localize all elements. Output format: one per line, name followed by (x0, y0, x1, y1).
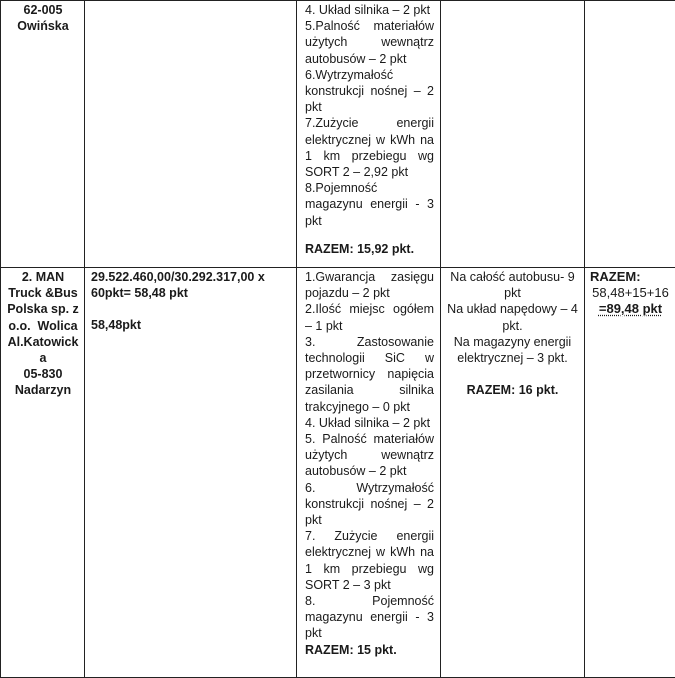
criteria-item: 8.Pojemność magazynu energii - 3 pkt (305, 180, 434, 229)
bidder-line: 05-830 (4, 366, 82, 382)
criteria-item: 3. Zastosowanie technologii SiC w przetwornicy napięcia zasilania silnika trakcyjnego – 0 pkt (305, 334, 434, 415)
bus-total: RAZEM: 16 pkt. (445, 382, 580, 398)
bidder-line: 62-005 (4, 2, 82, 18)
criteria-item: 7. Zużycie energii elektrycznej w kWh na 1 km przebiegu wg SORT 2 – 3 pkt (305, 528, 434, 593)
criteria-item: 2.Ilość miejsc ogółem – 1 pkt (305, 301, 434, 333)
criteria-cell (297, 1, 441, 268)
criteria-item: 1.Gwarancja zasięgu pojazdu – 2 pkt (305, 269, 434, 301)
bidder-line: 2. MAN (4, 269, 82, 285)
price-cell (85, 268, 297, 678)
bidder-line: a (4, 350, 82, 366)
bus-item: Na magazyny energii elektrycznej – 3 pkt. (445, 334, 580, 366)
criteria-item: 6.Wytrzymałość konstrukcji nośnej – 2 pkt (305, 67, 434, 116)
sum-cell (585, 1, 675, 268)
bidder-line: Truck &Bus (4, 285, 82, 301)
criteria-item: 4. Układ silnika – 2 pkt (305, 415, 434, 431)
sum-expression: 58,48+15+16 (590, 285, 671, 301)
bidder-line: Polska sp. z (4, 301, 82, 317)
criteria-cell (297, 268, 441, 678)
criteria-total: RAZEM: 15,92 pkt. (305, 241, 434, 257)
bidder-cell (1, 1, 85, 268)
criteria-item: 5. Palność materiałów użytych wewnątrz autobusów – 2 pkt (305, 431, 434, 480)
price-formula: 29.522.460,00/30.292.317,00 x 60pkt= 58,48 pkt (91, 269, 292, 301)
sum-label: RAZEM: (590, 269, 671, 285)
table-row-1 (1, 1, 675, 268)
bus-cell (441, 268, 585, 678)
bus-item: Na całość autobusu- 9 pkt (445, 269, 580, 301)
bidder-cell (1, 268, 85, 678)
sum-result: =89,48 pkt (590, 301, 671, 317)
sum-cell (585, 268, 675, 678)
bidder-line: Al.Katowick (4, 334, 82, 350)
criteria-item: 4. Układ silnika – 2 pkt (305, 2, 434, 18)
price-cell (85, 1, 297, 268)
criteria-item: 6. Wytrzymałość konstrukcji nośnej – 2 pkt (305, 480, 434, 529)
criteria-total: RAZEM: 15 pkt. (305, 642, 434, 658)
price-points: 58,48pkt (91, 317, 292, 333)
criteria-item: 5.Palność materiałów użytych wewnątrz autobusów – 2 pkt (305, 18, 434, 67)
bidder-line: Nadarzyn (4, 382, 82, 398)
criteria-item: 7.Zużycie energii elektrycznej w kWh na 1 km przebiegu wg SORT 2 – 2,92 pkt (305, 115, 434, 180)
bidder-line: Owińska (4, 18, 82, 34)
bus-cell (441, 1, 585, 268)
criteria-item: 8. Pojemność magazynu energii - 3 pkt (305, 593, 434, 642)
bidder-line: o.o. Wolica (4, 318, 82, 334)
bus-item: Na układ napędowy – 4 pkt. (445, 301, 580, 333)
table-row-2 (1, 268, 675, 678)
